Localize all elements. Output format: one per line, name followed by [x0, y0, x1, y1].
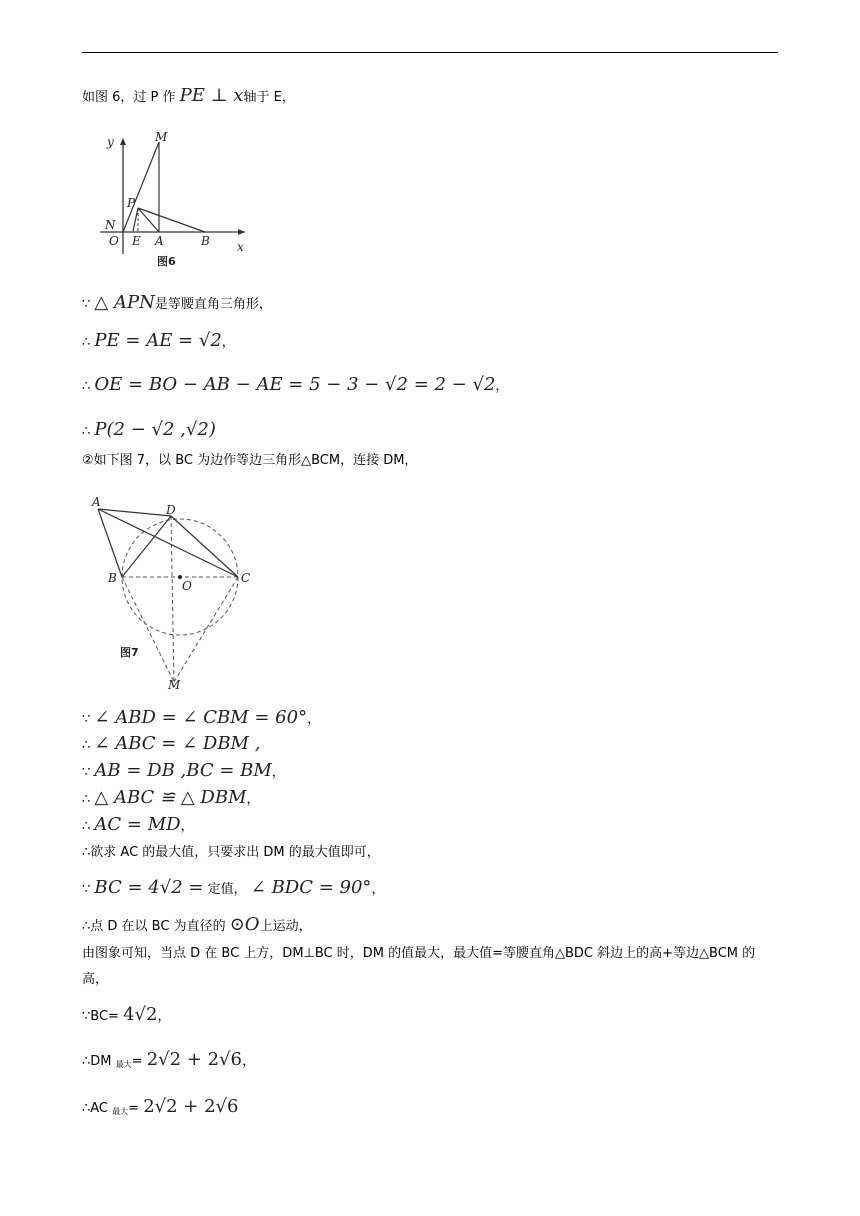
label-B: B: [108, 571, 117, 585]
line-6-text: ②如下图 7，以 BC 为边作等边三角形△BCM，连接 DM，: [82, 453, 418, 468]
therefore-symbol: ∴: [82, 424, 91, 439]
line-8: [82, 734, 260, 756]
therefore-symbol: ∴: [82, 738, 91, 753]
line-12-text: ∴欲求 AC 的最大值，只要求出 DM 的最大值即可，: [82, 845, 380, 860]
therefore-symbol: ∴: [82, 335, 91, 350]
line-2: [82, 293, 272, 315]
line-1-text: 如图 6，过 P 作: [82, 90, 176, 105]
line-14-post: 上运动，: [259, 919, 312, 934]
label-A: A: [155, 234, 164, 248]
line-7: [82, 708, 320, 730]
line-17-pre: ∴DM: [82, 1054, 112, 1069]
figure-7-caption: 图7: [120, 646, 139, 659]
line-17-end: ，: [241, 1054, 255, 1069]
label-B: B: [201, 234, 210, 248]
label-C: C: [241, 571, 251, 585]
label-y: y: [107, 135, 114, 149]
line-14-pre: ∴点 D 在以 BC 为直径的: [82, 919, 226, 934]
label-O: O: [109, 234, 119, 248]
because-symbol: ∵: [82, 882, 91, 897]
line-3-math: PE = AE = √2: [94, 330, 222, 351]
label-D: D: [166, 503, 176, 517]
because-symbol: ∵: [82, 765, 91, 780]
line-5: [82, 420, 216, 442]
line-16-end: ，: [157, 1009, 171, 1024]
line-10-math: △ ABC ≌ △ DBM: [94, 787, 247, 808]
line-11-math: AC = MD: [94, 814, 181, 835]
line-11: [82, 815, 194, 837]
line-9-math: AB = DB ,BC = BM: [94, 760, 272, 781]
line-4: [82, 375, 508, 397]
line-9-end: ，: [271, 765, 285, 780]
figure-7: [88, 494, 263, 694]
therefore-symbol: ∴: [82, 379, 91, 394]
line-15: 由图象可知，当点 D 在 BC 上方，DM⊥BC 时，DM 的值最大，最大值=等腰直角△BDC 斜边上的高+等边△BCM 的高，: [82, 946, 756, 987]
line-1-post: 轴于 E，: [243, 90, 295, 105]
line-13-end: ，: [371, 882, 385, 897]
line-9: [82, 761, 285, 783]
figure-6: [95, 128, 255, 268]
line-17: [82, 1050, 255, 1075]
line-16: [82, 1005, 170, 1027]
label-E: E: [132, 234, 141, 248]
line-4-end: ，: [495, 379, 509, 394]
line-5-math: P(2 − √2 ,√2): [94, 419, 216, 440]
label-A: A: [92, 495, 101, 509]
label-N: N: [105, 218, 116, 232]
line-7-math: ∠ ABD = ∠ CBM = 60°: [94, 707, 308, 728]
line-16-math: 4√2: [123, 1004, 158, 1025]
line-7-end: ，: [307, 712, 321, 727]
line-17-eq: =: [131, 1054, 143, 1069]
label-P: P: [127, 196, 136, 210]
label-x: x: [237, 240, 244, 254]
line-13: [82, 878, 384, 900]
line-11-end: ，: [180, 819, 194, 834]
line-13-cn: 定值，: [207, 882, 247, 897]
because-symbol: ∵: [82, 712, 91, 727]
line-10-end: ，: [246, 792, 260, 807]
line-1: [82, 86, 295, 108]
line-14: [82, 915, 312, 937]
line-10: [82, 788, 260, 810]
line-2-text: 是等腰直角三角形，: [154, 297, 272, 312]
line-2-math: △ APN: [94, 292, 155, 313]
label-M: M: [155, 130, 168, 144]
line-18-eq: =: [128, 1101, 140, 1116]
line-17-math: 2√2 + 2√6: [146, 1049, 242, 1070]
line-4-math: OE = BO − AB − AE = 5 − 3 − √2 = 2 − √2: [94, 374, 496, 395]
therefore-symbol: ∴: [82, 819, 91, 834]
line-18: [82, 1097, 238, 1122]
line-8-math: ∠ ABC = ∠ DBM ,: [94, 733, 261, 754]
line-16-pre: ∵BC=: [82, 1009, 119, 1024]
line-1-math: PE ⊥ x: [179, 85, 244, 106]
therefore-symbol: ∴: [82, 792, 91, 807]
label-O: O: [182, 579, 192, 593]
line-13-math2: ∠ BDC = 90°: [250, 877, 372, 898]
line-12: [82, 843, 380, 863]
line-17-sub: 最大: [115, 1060, 132, 1069]
figure-6-caption: 图6: [157, 255, 176, 268]
label-M: M: [168, 678, 181, 692]
line-13-math: BC = 4√2 =: [94, 877, 204, 898]
line-18-pre: ∴AC: [82, 1101, 109, 1116]
line-3: [82, 331, 235, 353]
line-3-end: ，: [221, 335, 235, 350]
header-rule: [82, 52, 778, 53]
line-6: [82, 451, 417, 471]
line-14-math: ⊙O: [229, 914, 260, 935]
because-symbol: ∵: [82, 297, 91, 312]
line-18-math: 2√2 + 2√6: [143, 1096, 239, 1117]
line-18-sub: 最大: [112, 1107, 129, 1116]
